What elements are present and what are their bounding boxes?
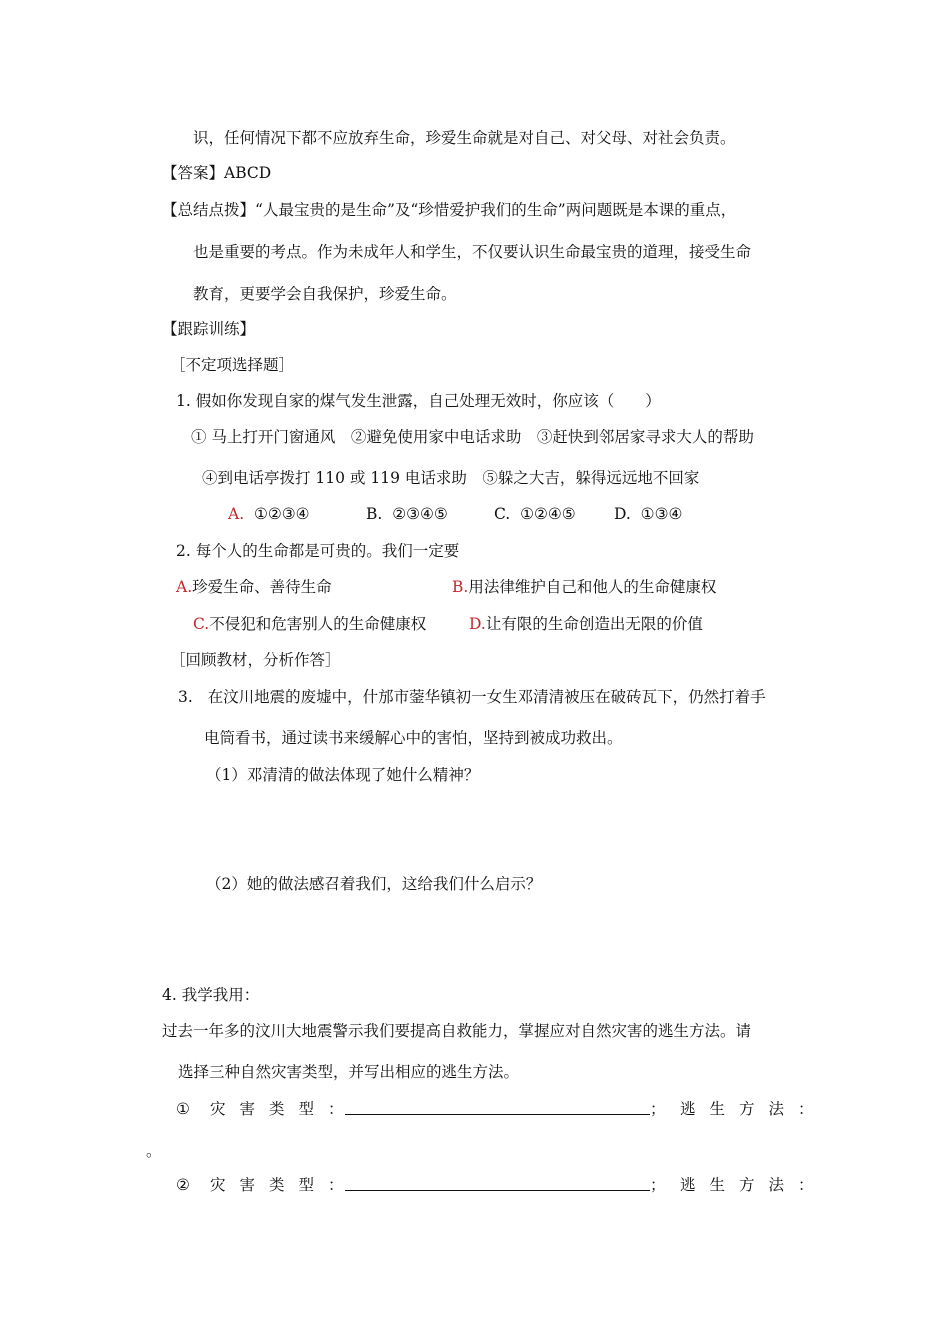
q1-option-a-text: ①②③④ (253, 505, 310, 523)
q4-row-2-type-blank[interactable] (345, 1175, 650, 1190)
summary-text-1: “人最宝贵的是生命”及“珍惜爱护我们的生命”两问题既是本课的重点， (255, 201, 737, 219)
answer-label: 【答案】 (162, 164, 225, 182)
q1-option-a-key: A. (228, 505, 245, 523)
q1-option-c-key: C. (494, 505, 511, 523)
q1-option-d (614, 504, 682, 524)
q2-option-b-text: 用法律维护自己和他人的生命健康权 (468, 578, 717, 596)
q1-option-d-key: D. (614, 505, 631, 523)
tracking-heading: 【跟踪训练】 (162, 320, 256, 338)
q1-option-c (494, 504, 576, 524)
q3-text-1: 在汶川地震的废墟中，什邡市蓥华镇初一女生邓清清被压在破砖瓦下，仍然打着手 (207, 688, 766, 706)
q3-number: 3. (178, 688, 193, 706)
q3-line-1 (178, 687, 766, 707)
q4-row-1-type-label: 灾害类型： (210, 1100, 358, 1118)
q2-option-c-text: 不侵犯和危害别人的生命健康权 (209, 615, 427, 633)
summary-label: 【总结点拨】 (162, 201, 256, 219)
q4-row-2-method-label: 逃生方法： (680, 1176, 828, 1194)
q4-title: 4. 我学我用： (162, 986, 260, 1004)
q4-row-1-period: 。 (146, 1142, 162, 1160)
section-review: ［回顾教材，分析作答］ (170, 651, 341, 669)
answer-line (162, 163, 271, 183)
q2-option-a-text: 珍爱生命、善待生命 (192, 578, 332, 596)
q1-option-c-text: ①②④⑤ (520, 505, 576, 523)
answer-value: ABCD (224, 164, 272, 182)
q4-row-1-number: ① (176, 1100, 190, 1118)
q2-option-b (452, 577, 716, 597)
q2-option-a (176, 577, 332, 597)
q1-option-b-key: B. (366, 505, 383, 523)
q2-stem: 2. 每个人的生命都是可贵的。我们一定要 (176, 542, 460, 560)
summary-line-2: 也是重要的考点。作为未成年人和学生，不仅要认识生命最宝贵的道理，接受生命 (193, 243, 752, 261)
paragraph-continuation: 识，任何情况下都不应放弃生命，珍爱生命就是对自己、对父母、对社会负责。 (193, 129, 736, 147)
q2-option-a-key: A. (176, 578, 193, 596)
q1-option-a (228, 504, 310, 524)
q3-sub-2: （2）她的做法感召着我们，这给我们什么启示？ (206, 875, 542, 893)
q1-items-line-2: ④到电话亭拨打 110 或 119 电话求助 ⑤躲之大吉，躲得远远地不回家 (202, 469, 700, 487)
q2-option-d (469, 614, 703, 634)
q2-option-c-key: C. (193, 615, 210, 633)
q3-sub-1: （1）邓清清的做法体现了她什么精神？ (206, 766, 480, 784)
q4-row-1-semicolon: ； (650, 1100, 666, 1118)
q1-option-b-text: ②③④⑤ (392, 505, 448, 523)
q4-row-2-number: ② (176, 1176, 190, 1194)
q4-row-1-type-blank[interactable] (345, 1099, 650, 1114)
section-multiple-choice: ［不定项选择题］ (170, 356, 295, 374)
summary-line-3: 教育，更要学会自我保护，珍爱生命。 (193, 285, 457, 303)
q2-option-d-key: D. (469, 615, 486, 633)
q4-row-2-semicolon: ； (650, 1176, 666, 1194)
q1-items-line-1: ① 马上打开门窗通风 ②避免使用家中电话求助 ③赶快到邻居家寻求大人的帮助 (191, 428, 754, 446)
summary-line-1 (162, 200, 736, 220)
q4-row-1-method-label: 逃生方法： (680, 1100, 828, 1118)
q4-line-1: 过去一年多的汶川大地震警示我们要提高自救能力，掌握应对自然灾害的逃生方法。请 (162, 1022, 752, 1040)
q1-option-b (366, 504, 448, 524)
q1-stem: 1. 假如你发现自家的煤气发生泄露，自己处理无效时，你应该（ ） (176, 392, 661, 410)
q2-option-b-key: B. (452, 578, 469, 596)
q2-option-c (193, 614, 426, 634)
q3-line-2: 电筒看书，通过读书来缓解心中的害怕，坚持到被成功救出。 (204, 729, 623, 747)
q2-option-d-text: 让有限的生命创造出无限的价值 (485, 615, 703, 633)
q4-row-2-type-label: 灾害类型： (210, 1176, 358, 1194)
q4-line-2: 选择三种自然灾害类型，并写出相应的逃生方法。 (178, 1063, 520, 1081)
q1-option-d-text: ①③④ (640, 505, 683, 523)
